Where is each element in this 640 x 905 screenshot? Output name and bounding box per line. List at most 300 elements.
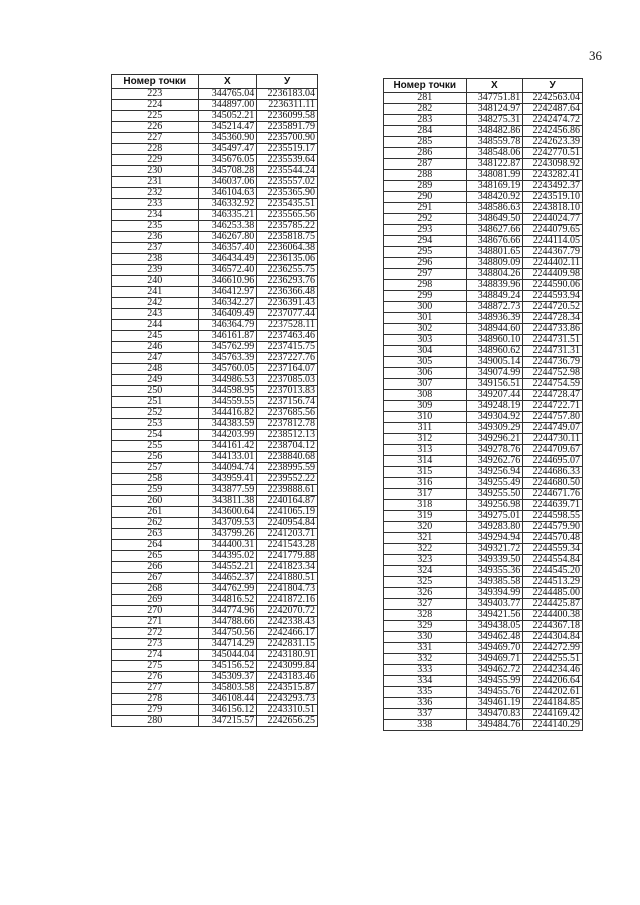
header-point-number: Номер точки: [112, 75, 199, 89]
cell-x: 349278.76: [466, 445, 523, 456]
table-row: [112, 254, 318, 265]
cell-x: 348482.86: [466, 126, 523, 137]
table-row: [112, 551, 318, 562]
cell-x: 348839.96: [466, 280, 523, 291]
cell-point-number: 300: [384, 302, 467, 313]
cell-y: 2243519.10: [523, 192, 583, 203]
table-row: [112, 606, 318, 617]
cell-x: 344816.52: [198, 595, 257, 606]
cell-y: 2244686.33: [523, 467, 583, 478]
cell-x: 349461.19: [466, 698, 523, 709]
cell-y: 2241065.19: [257, 507, 318, 518]
cell-point-number: 242: [112, 298, 199, 309]
cell-point-number: 316: [384, 478, 467, 489]
cell-y: 2236099.58: [257, 111, 318, 122]
cell-y: 2242338.43: [257, 617, 318, 628]
cell-x: 344765.04: [198, 89, 257, 100]
cell-point-number: 277: [112, 683, 199, 694]
cell-point-number: 330: [384, 632, 467, 643]
cell-y: 2244749.07: [523, 423, 583, 434]
table-row: [112, 133, 318, 144]
cell-x: 347215.57: [198, 716, 257, 727]
cell-x: 348122.87: [466, 159, 523, 170]
coordinates-table-left: [111, 74, 318, 727]
table-row: [112, 210, 318, 221]
cell-point-number: 317: [384, 489, 467, 500]
cell-y: 2244554.84: [523, 555, 583, 566]
cell-y: 2237013.83: [257, 386, 318, 397]
cell-y: 2244733.86: [523, 324, 583, 335]
cell-point-number: 314: [384, 456, 467, 467]
table-row: [112, 166, 318, 177]
cell-y: 2242474.72: [523, 115, 583, 126]
cell-x: 345762.99: [198, 342, 257, 353]
table-row: [112, 573, 318, 584]
cell-point-number: 306: [384, 368, 467, 379]
cell-x: 344416.82: [198, 408, 257, 419]
cell-point-number: 295: [384, 247, 467, 258]
cell-y: 2243282.41: [523, 170, 583, 181]
cell-x: 344133.01: [198, 452, 257, 463]
cell-x: 345497.47: [198, 144, 257, 155]
cell-point-number: 305: [384, 357, 467, 368]
table-row: [112, 298, 318, 309]
cell-x: 344559.55: [198, 397, 257, 408]
cell-y: 2244680.50: [523, 478, 583, 489]
cell-point-number: 273: [112, 639, 199, 650]
cell-point-number: 237: [112, 243, 199, 254]
table-row: [384, 500, 583, 511]
cell-point-number: 318: [384, 500, 467, 511]
cell-y: 2237227.76: [257, 353, 318, 364]
cell-y: 2236183.04: [257, 89, 318, 100]
cell-point-number: 257: [112, 463, 199, 474]
cell-x: 348804.26: [466, 269, 523, 280]
table-row: [112, 177, 318, 188]
table-row: [384, 467, 583, 478]
cell-point-number: 224: [112, 100, 199, 111]
cell-x: 348809.09: [466, 258, 523, 269]
table-row: [112, 144, 318, 155]
cell-y: 2244728.47: [523, 390, 583, 401]
cell-x: 343877.59: [198, 485, 257, 496]
table-row: [384, 170, 583, 181]
table-row: [112, 430, 318, 441]
cell-point-number: 282: [384, 104, 467, 115]
cell-x: 344762.99: [198, 584, 257, 595]
cell-y: 2244024.77: [523, 214, 583, 225]
table-row: [112, 584, 318, 595]
cell-y: 2244255.51: [523, 654, 583, 665]
cell-y: 2244114.05: [523, 236, 583, 247]
cell-point-number: 271: [112, 617, 199, 628]
cell-x: 345214.47: [198, 122, 257, 133]
cell-y: 2240164.87: [257, 496, 318, 507]
cell-x: 349255.49: [466, 478, 523, 489]
page-number: 36: [589, 48, 602, 63]
cell-y: 2244720.52: [523, 302, 583, 313]
cell-x: 349455.76: [466, 687, 523, 698]
cell-x: 346409.49: [198, 309, 257, 320]
cell-point-number: 250: [112, 386, 199, 397]
cell-point-number: 315: [384, 467, 467, 478]
cell-point-number: 303: [384, 335, 467, 346]
cell-point-number: 280: [112, 716, 199, 727]
cell-y: 2244425.87: [523, 599, 583, 610]
cell-x: 349462.48: [466, 632, 523, 643]
cell-y: 2243515.87: [257, 683, 318, 694]
table-row: [112, 375, 318, 386]
cell-y: 2237463.46: [257, 331, 318, 342]
table-row: [384, 346, 583, 357]
table-row: [384, 533, 583, 544]
table-row: [112, 155, 318, 166]
table-row: [384, 258, 583, 269]
cell-y: 2235557.02: [257, 177, 318, 188]
cell-x: 349470.83: [466, 709, 523, 720]
cell-y: 2240954.84: [257, 518, 318, 529]
cell-y: 2237156.74: [257, 397, 318, 408]
cell-point-number: 248: [112, 364, 199, 375]
cell-x: 344788.66: [198, 617, 257, 628]
header-x: X: [198, 75, 257, 89]
cell-y: 2241804.73: [257, 584, 318, 595]
cell-y: 2242831.15: [257, 639, 318, 650]
table-row: [112, 639, 318, 650]
cell-y: 2235519.17: [257, 144, 318, 155]
cell-point-number: 244: [112, 320, 199, 331]
cell-x: 349438.05: [466, 621, 523, 632]
cell-point-number: 259: [112, 485, 199, 496]
cell-y: 2244736.79: [523, 357, 583, 368]
cell-y: 2244367.18: [523, 621, 583, 632]
cell-x: 348676.66: [466, 236, 523, 247]
cell-y: 2242623.39: [523, 137, 583, 148]
cell-point-number: 266: [112, 562, 199, 573]
table-row: [384, 566, 583, 577]
cell-x: 348081.99: [466, 170, 523, 181]
cell-y: 2244731.51: [523, 335, 583, 346]
cell-y: 2242070.72: [257, 606, 318, 617]
cell-x: 349321.72: [466, 544, 523, 555]
table-row: [384, 676, 583, 687]
cell-x: 349309.29: [466, 423, 523, 434]
table-row: [384, 192, 583, 203]
table-row: [384, 379, 583, 390]
cell-x: 346610.96: [198, 276, 257, 287]
table-row: [384, 126, 583, 137]
cell-point-number: 245: [112, 331, 199, 342]
cell-point-number: 256: [112, 452, 199, 463]
cell-y: 2236391.43: [257, 298, 318, 309]
table-row: [384, 621, 583, 632]
cell-x: 348169.19: [466, 181, 523, 192]
cell-x: 344094.74: [198, 463, 257, 474]
table-row: [112, 199, 318, 210]
table-row: [384, 236, 583, 247]
header-y: У: [257, 75, 318, 89]
cell-y: 2244545.20: [523, 566, 583, 577]
cell-x: 344598.95: [198, 386, 257, 397]
cell-y: 2237528.11: [257, 320, 318, 331]
table-row: [384, 280, 583, 291]
table-row: [112, 320, 318, 331]
cell-x: 344986.53: [198, 375, 257, 386]
cell-y: 2235544.24: [257, 166, 318, 177]
table-row: [112, 188, 318, 199]
table-row: [384, 478, 583, 489]
cell-x: 343799.26: [198, 529, 257, 540]
table-row: [384, 720, 583, 731]
table-row: [384, 588, 583, 599]
cell-y: 2244513.29: [523, 577, 583, 588]
cell-point-number: 336: [384, 698, 467, 709]
cell-x: 346267.80: [198, 232, 257, 243]
cell-point-number: 268: [112, 584, 199, 595]
cell-y: 2242656.25: [257, 716, 318, 727]
table-row: [112, 353, 318, 364]
cell-y: 2237077.44: [257, 309, 318, 320]
cell-x: 349294.94: [466, 533, 523, 544]
table-row: [112, 595, 318, 606]
cell-y: 2241543.28: [257, 540, 318, 551]
table-row: [112, 474, 318, 485]
table-row: [384, 434, 583, 445]
table-row: [384, 159, 583, 170]
cell-y: 2241203.71: [257, 529, 318, 540]
cell-x: 349469.71: [466, 654, 523, 665]
cell-point-number: 310: [384, 412, 467, 423]
cell-y: 2237812.78: [257, 419, 318, 430]
cell-point-number: 261: [112, 507, 199, 518]
cell-point-number: 333: [384, 665, 467, 676]
cell-point-number: 322: [384, 544, 467, 555]
table-row: [384, 511, 583, 522]
table-row: [384, 610, 583, 621]
cell-point-number: 276: [112, 672, 199, 683]
cell-point-number: 338: [384, 720, 467, 731]
header-x: X: [466, 79, 523, 93]
cell-point-number: 286: [384, 148, 467, 159]
cell-point-number: 265: [112, 551, 199, 562]
table-row: [384, 390, 583, 401]
cell-x: 344203.99: [198, 430, 257, 441]
cell-x: 347751.81: [466, 93, 523, 104]
cell-y: 2243310.51: [257, 705, 318, 716]
cell-y: 2244570.48: [523, 533, 583, 544]
cell-x: 349296.21: [466, 434, 523, 445]
table-row: [384, 445, 583, 456]
cell-x: 348960.62: [466, 346, 523, 357]
table-row: [384, 698, 583, 709]
cell-point-number: 228: [112, 144, 199, 155]
cell-x: 348124.97: [466, 104, 523, 115]
cell-point-number: 298: [384, 280, 467, 291]
table-row: [112, 540, 318, 551]
cell-y: 2244671.76: [523, 489, 583, 500]
table-row: [384, 203, 583, 214]
cell-point-number: 225: [112, 111, 199, 122]
table-row: [384, 115, 583, 126]
cell-y: 2244202.61: [523, 687, 583, 698]
cell-y: 2235785.22: [257, 221, 318, 232]
cell-point-number: 293: [384, 225, 467, 236]
cell-point-number: 279: [112, 705, 199, 716]
cell-point-number: 251: [112, 397, 199, 408]
cell-x: 348849.24: [466, 291, 523, 302]
cell-x: 345052.21: [198, 111, 257, 122]
cell-y: 2242466.17: [257, 628, 318, 639]
table-row: [112, 617, 318, 628]
cell-x: 344552.21: [198, 562, 257, 573]
cell-x: 345156.52: [198, 661, 257, 672]
cell-y: 2244400.38: [523, 610, 583, 621]
cell-point-number: 234: [112, 210, 199, 221]
table-row: [112, 122, 318, 133]
cell-x: 349355.36: [466, 566, 523, 577]
cell-y: 2244304.84: [523, 632, 583, 643]
cell-x: 343600.64: [198, 507, 257, 518]
cell-point-number: 301: [384, 313, 467, 324]
cell-y: 2242487.64: [523, 104, 583, 115]
cell-x: 349339.50: [466, 555, 523, 566]
table-row: [112, 661, 318, 672]
cell-y: 2237415.75: [257, 342, 318, 353]
cell-y: 2241880.51: [257, 573, 318, 584]
cell-point-number: 290: [384, 192, 467, 203]
cell-y: 2236293.76: [257, 276, 318, 287]
cell-point-number: 229: [112, 155, 199, 166]
cell-point-number: 331: [384, 643, 467, 654]
cell-x: 349421.56: [466, 610, 523, 621]
cell-point-number: 294: [384, 236, 467, 247]
cell-x: 346104.63: [198, 188, 257, 199]
cell-y: 2237164.07: [257, 364, 318, 375]
cell-y: 2235435.51: [257, 199, 318, 210]
table-row: [384, 368, 583, 379]
cell-x: 349385.58: [466, 577, 523, 588]
cell-point-number: 230: [112, 166, 199, 177]
table-row: [384, 456, 583, 467]
cell-point-number: 319: [384, 511, 467, 522]
cell-point-number: 232: [112, 188, 199, 199]
table-row: [384, 412, 583, 423]
cell-x: 349005.14: [466, 357, 523, 368]
cell-point-number: 236: [112, 232, 199, 243]
table-row: [112, 441, 318, 452]
cell-point-number: 321: [384, 533, 467, 544]
cell-x: 349469.70: [466, 643, 523, 654]
cell-x: 349256.94: [466, 467, 523, 478]
cell-x: 349304.92: [466, 412, 523, 423]
cell-x: 349455.99: [466, 676, 523, 687]
cell-point-number: 240: [112, 276, 199, 287]
cell-x: 346335.21: [198, 210, 257, 221]
cell-y: 2244184.85: [523, 698, 583, 709]
cell-point-number: 326: [384, 588, 467, 599]
cell-y: 2238512.13: [257, 430, 318, 441]
table-row: [112, 562, 318, 573]
cell-y: 2244757.80: [523, 412, 583, 423]
cell-x: 345676.05: [198, 155, 257, 166]
table-row: [384, 709, 583, 720]
cell-y: 2243492.37: [523, 181, 583, 192]
cell-y: 2236064.38: [257, 243, 318, 254]
cell-point-number: 287: [384, 159, 467, 170]
cell-point-number: 267: [112, 573, 199, 584]
cell-y: 2238840.68: [257, 452, 318, 463]
table-row: [112, 694, 318, 705]
cell-y: 2236311.11: [257, 100, 318, 111]
cell-x: 348420.92: [466, 192, 523, 203]
cell-point-number: 308: [384, 390, 467, 401]
table-row: [384, 599, 583, 610]
cell-x: 348559.78: [466, 137, 523, 148]
cell-y: 2235539.64: [257, 155, 318, 166]
cell-point-number: 226: [112, 122, 199, 133]
header-y: У: [523, 79, 583, 93]
cell-y: 2244272.99: [523, 643, 583, 654]
cell-point-number: 272: [112, 628, 199, 639]
cell-x: 346253.38: [198, 221, 257, 232]
cell-point-number: 270: [112, 606, 199, 617]
cell-x: 344714.29: [198, 639, 257, 650]
cell-y: 2239552.22: [257, 474, 318, 485]
table-row: [112, 265, 318, 276]
cell-x: 344897.00: [198, 100, 257, 111]
cell-x: 345360.90: [198, 133, 257, 144]
cell-x: 346412.97: [198, 287, 257, 298]
cell-y: 2241823.34: [257, 562, 318, 573]
cell-point-number: 325: [384, 577, 467, 588]
cell-point-number: 332: [384, 654, 467, 665]
cell-point-number: 297: [384, 269, 467, 280]
cell-point-number: 264: [112, 540, 199, 551]
cell-point-number: 337: [384, 709, 467, 720]
table-header-row: [384, 79, 583, 93]
cell-x: 348586.63: [466, 203, 523, 214]
cell-y: 2244709.67: [523, 445, 583, 456]
cell-y: 2238995.59: [257, 463, 318, 474]
table-row: [112, 683, 318, 694]
cell-x: 344750.56: [198, 628, 257, 639]
cell-y: 2244485.00: [523, 588, 583, 599]
table-row: [112, 89, 318, 100]
table-row: [384, 291, 583, 302]
cell-x: 349484.76: [466, 720, 523, 731]
cell-point-number: 309: [384, 401, 467, 412]
cell-point-number: 311: [384, 423, 467, 434]
cell-point-number: 299: [384, 291, 467, 302]
table-row: [384, 423, 583, 434]
table-row: [112, 221, 318, 232]
cell-point-number: 327: [384, 599, 467, 610]
table-row: [112, 463, 318, 474]
table-row: [112, 309, 318, 320]
cell-x: 346161.87: [198, 331, 257, 342]
cell-point-number: 292: [384, 214, 467, 225]
cell-point-number: 312: [384, 434, 467, 445]
cell-y: 2241872.16: [257, 595, 318, 606]
cell-x: 345803.58: [198, 683, 257, 694]
cell-x: 348548.06: [466, 148, 523, 159]
table-row: [384, 522, 583, 533]
cell-x: 348649.50: [466, 214, 523, 225]
cell-x: 343709.53: [198, 518, 257, 529]
cell-y: 2244598.55: [523, 511, 583, 522]
cell-point-number: 323: [384, 555, 467, 566]
table-row: [112, 452, 318, 463]
